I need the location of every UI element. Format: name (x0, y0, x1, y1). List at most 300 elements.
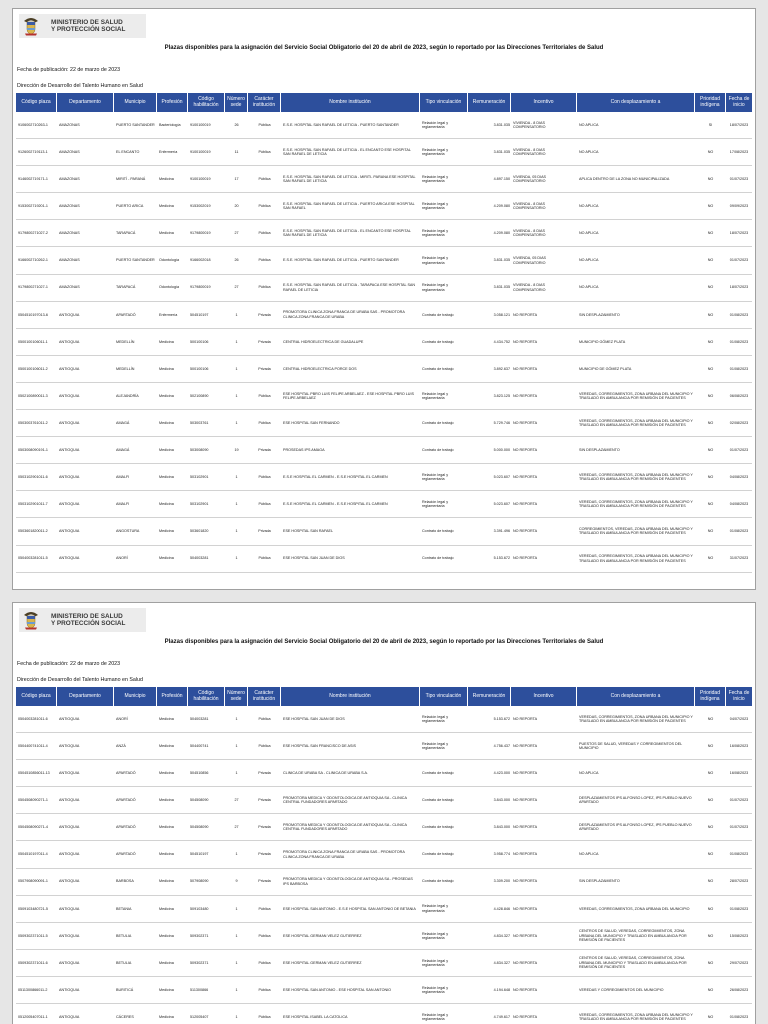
cell-codigo-plaza: 0504508090271-1 (18, 798, 48, 803)
cell-municipio: MIRITÍ - PARANÁ (116, 177, 146, 182)
cell-departamento: ANTIOQUIA (59, 798, 80, 803)
header-tipo-vinculacion: Tipo vinculación (420, 687, 468, 706)
cell-caracter-institucion: Pública (258, 960, 271, 965)
publication-date: Fecha de publicación: 22 de marzo de 2023 (17, 67, 121, 73)
cell-caracter-institucion: Pública (258, 122, 271, 127)
cell-caracter-institucion: Pública (258, 204, 271, 209)
table-row (16, 733, 752, 760)
cell-remuneracion: 5.153.672 (493, 716, 510, 721)
table-body (16, 706, 752, 1024)
logo-line-1: MINISTERIO DE SALUD (51, 613, 123, 620)
cell-desplazamiento: VEREDAS, CORREGIMIENTOS, ZONA URBANA DEL MUNICIPIO Y TRASLADO EN AMBULANCIA POR REMISIÓN DE PACIENTES (579, 500, 693, 509)
cell-codigo-habilitacion: 512005407 (190, 1014, 209, 1019)
cell-profesion: Medicina (159, 933, 174, 938)
document-page-1 (12, 8, 756, 590)
cell-municipio: BARBOSA (116, 879, 134, 884)
cell-remuneracion: 3.309.200 (493, 879, 510, 884)
cell-desplazamiento: SIN DESPLAZAMIENTO (579, 312, 620, 317)
cell-tipo-vinculacion: Relación legal y reglamentaria (422, 741, 449, 751)
header-codigo-habilitacion: Código habilitación (188, 93, 225, 112)
cell-codigo-plaza: 0504400741011-4 (18, 743, 48, 748)
cell-incentivo: NO REPORTA (513, 852, 538, 857)
cell-tipo-vinculacion: Relación legal y reglamentaria (422, 256, 449, 265)
cell-remuneracion: 4.749.617 (493, 1014, 510, 1019)
cell-remuneracion: 3.843.000 (493, 798, 510, 803)
logo-line-1: MINISTERIO DE SALUD (51, 19, 123, 26)
cell-codigo-plaza: 0500100106011-2 (18, 366, 48, 371)
cell-municipio: BETULIA (116, 933, 132, 938)
cell-remuneracion: 4.423.000 (493, 771, 510, 776)
cell-fecha-inicio: 01/08/2023 (729, 852, 749, 857)
header-municipio: Municipio (114, 687, 157, 706)
cell-municipio: APARTADÓ (116, 825, 136, 830)
header-desplazamiento: Con desplazamiento a (577, 687, 695, 706)
table-row (16, 464, 752, 491)
cell-profesion: Medicina (159, 231, 174, 236)
cell-fecha-inicio: 01/08/2023 (729, 339, 749, 344)
cell-codigo-habilitacion: 504003281 (190, 556, 209, 561)
cell-prioridad-indigena: SI (708, 122, 713, 127)
cell-codigo-plaza: 0503003761011-2 (18, 420, 48, 425)
header-nombre-institucion: Nombre institución (281, 687, 420, 706)
cell-incentivo: NO REPORTA (513, 312, 538, 317)
cell-codigo-plaza: 0504510856011-13 (18, 771, 50, 776)
cell-desplazamiento: SIN DESPLAZAMIENTO (579, 879, 620, 884)
cell-prioridad-indigena: NO (707, 825, 714, 830)
cell-nombre-institucion: PROMOTORA CLINICA ZONA FRANCA DE URABA SAS - PROMOTORA CLINICA ZONA FRANCA DE URABA (283, 310, 405, 319)
table-row (16, 356, 752, 383)
cell-nombre-institucion: PROMOTORA MEDICA Y ODONTOLOGICA DE ANTIOQUIA SA - CLINICA CENTRAL FUNDADORES APARTADO (283, 823, 407, 832)
cell-tipo-vinculacion: Contrato de trabajo (422, 312, 454, 317)
cell-prioridad-indigena: NO (707, 798, 714, 803)
cell-numero-sede: 27 (234, 825, 239, 830)
cell-numero-sede: 1 (235, 529, 238, 534)
cell-caracter-institucion: Privada (258, 825, 271, 830)
cell-fecha-inicio: 15/08/2023 (729, 933, 749, 938)
cell-prioridad-indigena: NO (707, 393, 714, 398)
cell-codigo-plaza: 9179800271027-1 (18, 285, 48, 290)
header-caracter-institucion: Carácter institución (248, 687, 281, 706)
header-codigo-habilitacion: Código habilitación (188, 687, 225, 706)
header-remuneracion: Remuneración (468, 93, 511, 112)
cell-prioridad-indigena: NO (707, 177, 714, 182)
cell-desplazamiento: VEREDAS, CORREGIMIENTOS, ZONA URBANA DEL MUNICIPIO Y TRASLADO EN AMBULANCIA POR REMISIÓN DE PACIENTES (579, 1012, 693, 1022)
table-row (16, 139, 752, 166)
cell-fecha-inicio: 28/07/2023 (729, 879, 749, 884)
cell-fecha-inicio: 18/07/2023 (729, 285, 749, 290)
cell-tipo-vinculacion: Relación legal y reglamentaria (422, 500, 449, 509)
cell-fecha-inicio: 02/08/2023 (729, 420, 749, 425)
cell-incentivo: NO REPORTA (513, 771, 538, 776)
cell-departamento: ANTIOQUIA (59, 933, 80, 938)
cell-nombre-institucion: E.S.E. HOSPITAL SAN RAFAEL DE LETICIA - PUERTO SANTANDER (283, 122, 399, 127)
cell-departamento: AMAZONAS (59, 204, 80, 209)
cell-departamento: ANTIOQUIA (59, 556, 80, 561)
cell-numero-sede: 26 (234, 258, 239, 263)
cell-numero-sede: 20 (234, 204, 239, 209)
cell-numero-sede: 1 (235, 366, 238, 371)
cell-nombre-institucion: CLINICA DE URABA SA - CLINICA DE URABA S.A. (283, 771, 369, 776)
cell-incentivo: NO REPORTA (513, 556, 538, 561)
cell-municipio: TARAPACÁ (116, 231, 136, 236)
cell-tipo-vinculacion: Relación legal y reglamentaria (422, 958, 449, 967)
cell-remuneracion: 3.831.035 (493, 122, 510, 127)
cell-municipio: APARTADÓ (116, 771, 136, 776)
table-row (16, 1004, 752, 1024)
cell-municipio: ANORÍ (116, 716, 128, 721)
cell-profesion: Bacteriología (159, 122, 181, 127)
cell-remuneracion: 4.194.648 (493, 987, 510, 992)
coat-of-arms-icon (23, 610, 39, 630)
table-row (16, 302, 752, 329)
cell-caracter-institucion: Pública (258, 177, 271, 182)
cell-numero-sede: 27 (234, 798, 239, 803)
cell-codigo-habilitacion: 9166002018 (190, 258, 211, 263)
cell-remuneracion: 5.023.607 (493, 475, 510, 480)
cell-departamento: ANTIOQUIA (59, 339, 80, 344)
cell-nombre-institucion: E.S.E. HOSPITAL SAN RAFAEL DE LETICIA - EL ENCANTO ESE HOSPITAL SAN RAFAEL DE LETICIA (283, 147, 411, 157)
cell-tipo-vinculacion: Relación legal y reglamentaria (422, 472, 449, 482)
cell-numero-sede: 1 (235, 960, 238, 965)
cell-codigo-plaza: 0503601820011-2 (18, 529, 48, 534)
ministry-logo (19, 14, 146, 38)
cell-codigo-plaza: 0500100106011-1 (18, 339, 48, 344)
header-codigo-plaza: Código plaza (16, 687, 57, 706)
cell-remuneracion: 4.434.752 (493, 339, 510, 344)
header-caracter-institucion: Carácter institución (248, 93, 281, 112)
cell-remuneracion: 3.391.496 (493, 529, 510, 534)
cell-fecha-inicio: 01/08/2023 (729, 1014, 749, 1019)
cell-desplazamiento: DESPLAZAMIENTOS IPS ALFONSO LOPEZ, IPS PUEBLO NUEVO APARTADO (579, 823, 692, 832)
cell-numero-sede: 1 (235, 420, 238, 425)
cell-profesion: Medicina (159, 879, 174, 884)
cell-desplazamiento: NO APLICA (579, 122, 599, 127)
table-row (16, 760, 752, 787)
cell-desplazamiento: NO APLICA (579, 285, 599, 290)
cell-municipio: APARTADÓ (116, 852, 136, 857)
cell-nombre-institucion: ESE HOSPITAL SAN FERNANDO (283, 420, 340, 425)
cell-remuneracion: 5.729.746 (493, 420, 510, 425)
cell-tipo-vinculacion: Contrato de trabajo (422, 420, 454, 425)
cell-profesion: Medicina (159, 771, 174, 776)
cell-prioridad-indigena: NO (707, 852, 714, 857)
cell-tipo-vinculacion: Contrato de trabajo (422, 448, 454, 453)
cell-prioridad-indigena: NO (707, 149, 714, 154)
cell-codigo-habilitacion: 503003761 (190, 420, 209, 425)
cell-fecha-inicio: 01/07/2023 (729, 798, 749, 803)
cell-remuneracion: 4.428.846 (493, 906, 510, 911)
cell-fecha-inicio: 26/08/2023 (729, 987, 749, 992)
cell-nombre-institucion: ESE HOSPITAL SAN JUAN DE DIOS (283, 716, 345, 721)
cell-tipo-vinculacion: Relación legal y reglamentaria (422, 714, 449, 724)
cell-desplazamiento: CENTROS DE SALUD, VEREDAS, CORREGIMIENTOS, ZONA URBANA DEL MUNICIPIO Y TRASLADO EN AMBULANCIA POR REMISIÓN DE PACIENTES (579, 929, 687, 942)
header-departamento: Departamento (57, 93, 114, 112)
cell-tipo-vinculacion: Contrato de trabajo (422, 825, 454, 830)
cell-codigo-habilitacion: 507908090 (190, 879, 209, 884)
cell-profesion: Medicina (159, 529, 174, 534)
cell-fecha-inicio: 16/08/2023 (729, 743, 749, 748)
table-row (16, 491, 752, 518)
cell-tipo-vinculacion: Contrato de trabajo (422, 798, 454, 803)
cell-incentivo: VIVIENDA, 05 DIAS COMPENSATORIO (513, 256, 546, 265)
cell-tipo-vinculacion: Relación legal y reglamentaria (422, 202, 449, 211)
cell-codigo-plaza: 0509103480721-5 (18, 906, 48, 911)
cell-incentivo: NO REPORTA (513, 716, 538, 721)
cell-prioridad-indigena: NO (707, 231, 714, 236)
header-codigo-plaza: Código plaza (16, 93, 57, 112)
cell-nombre-institucion: PROMOTORA CLINICA ZONA FRANCA DE URABA SAS - PROMOTORA CLINICA ZONA FRANCA DE URABA (283, 850, 405, 859)
cell-codigo-habilitacion: 9100100019 (190, 122, 211, 127)
cell-profesion: Medicina (159, 825, 174, 830)
cell-caracter-institucion: Pública (258, 906, 271, 911)
cell-fecha-inicio: 04/07/2023 (729, 716, 749, 721)
cell-prioridad-indigena: NO (707, 960, 714, 965)
cell-nombre-institucion: ESE HOSPITAL SAN RAFAEL (283, 529, 334, 534)
header-prioridad-indigena: Prioridad indígena (695, 687, 726, 706)
table-row (16, 896, 752, 923)
cell-numero-sede: 27 (234, 285, 239, 290)
cell-codigo-plaza: 0504508090271-4 (18, 825, 48, 830)
cell-remuneracion: 4.209.080 (493, 231, 510, 236)
header-nombre-institucion: Nombre institución (281, 93, 420, 112)
cell-tipo-vinculacion: Relación legal y reglamentaria (422, 391, 449, 400)
logo-line-2: Y PROTECCIÓN SOCIAL (51, 26, 126, 33)
cell-remuneracion: 3.831.035 (493, 285, 510, 290)
cell-codigo-habilitacion: 503102901 (190, 475, 209, 480)
cell-profesion: Medicina (159, 556, 174, 561)
cell-caracter-institucion: Pública (258, 1014, 271, 1019)
cell-caracter-institucion: Pública (258, 393, 271, 398)
table-header (16, 93, 752, 112)
cell-municipio: AMALFI (116, 475, 130, 480)
ministry-logo (19, 608, 146, 632)
cell-departamento: ANTIOQUIA (59, 825, 80, 830)
cell-prioridad-indigena: NO (707, 258, 714, 263)
cell-departamento: ANTIOQUIA (59, 420, 80, 425)
cell-tipo-vinculacion: Relación legal y reglamentaria (422, 985, 449, 994)
cell-codigo-habilitacion: 502100890 (190, 393, 209, 398)
cell-fecha-inicio: 01/07/2023 (729, 825, 749, 830)
cell-codigo-plaza: 0509302371011-5 (18, 933, 48, 938)
cell-nombre-institucion: ESE HOSPITAL SAN ANTONIO - E.S.E HOSPITAL SAN ANTONIO DE BETANIA (283, 906, 416, 911)
cell-caracter-institucion: Pública (258, 933, 271, 938)
cell-nombre-institucion: E.S.E HOSPITAL EL CARMEN - E.S.E HOSPITAL EL CARMEN (283, 475, 388, 480)
cell-codigo-habilitacion: 504510856 (190, 771, 209, 776)
cell-nombre-institucion: CENTRAL HIDROELECTRICA PORCE DOS (283, 366, 357, 371)
cell-incentivo: NO REPORTA (513, 1014, 538, 1019)
table-row (16, 329, 752, 356)
cell-incentivo: VIVIENDA - 8 DIAS COMPENSATORIO (513, 202, 546, 211)
cell-municipio: BURITICÁ (116, 987, 134, 992)
cell-numero-sede: 1 (235, 502, 238, 507)
cell-departamento: ANTIOQUIA (59, 312, 80, 317)
cell-fecha-inicio: 04/08/2023 (729, 475, 749, 480)
cell-profesion: Enfermería (159, 149, 178, 154)
cell-nombre-institucion: E.S.E. HOSPITAL SAN RAFAEL DE LETICIA - TARAPACA ESE HOSPITAL SAN RAFAEL DE LETICIA (283, 283, 416, 292)
header-remuneracion: Remuneración (468, 687, 511, 706)
cell-profesion: Medicina (159, 798, 174, 803)
cell-prioridad-indigena: NO (707, 987, 714, 992)
cell-prioridad-indigena: NO (707, 475, 714, 480)
cell-codigo-habilitacion: 503601820 (190, 529, 209, 534)
cell-codigo-habilitacion: 9100100019 (190, 177, 211, 182)
cell-remuneracion: 5.153.672 (493, 556, 510, 561)
cell-codigo-plaza: 0512005407011-1 (18, 1014, 48, 1019)
cell-numero-sede: 1 (235, 987, 238, 992)
table-row (16, 383, 752, 410)
cell-municipio: BETULIA (116, 960, 132, 965)
cell-codigo-habilitacion: 9153002019 (190, 204, 211, 209)
cell-caracter-institucion: Pública (258, 420, 271, 425)
cell-fecha-inicio: 16/08/2023 (729, 771, 749, 776)
cell-codigo-plaza: 9166002710262-1 (18, 258, 48, 263)
header-incentivo: Incentivo (511, 687, 577, 706)
cell-remuneracion: 4.834.327 (493, 933, 510, 938)
cell-incentivo: NO REPORTA (513, 825, 538, 830)
cell-remuneracion: 3.823.125 (493, 393, 510, 398)
cell-tipo-vinculacion: Relación legal y reglamentaria (422, 147, 449, 157)
cell-desplazamiento: NO APLICA (579, 149, 599, 154)
cell-incentivo: NO REPORTA (513, 879, 538, 884)
cell-incentivo: VIVIENDA, 05 DIAS COMPENSATORIO (513, 174, 546, 184)
cell-profesion: Enfermería (159, 312, 178, 317)
cell-desplazamiento: APLICA DENTRO DE LA ZONA NO MUNICIPALIZADA (579, 177, 670, 182)
cell-incentivo: NO REPORTA (513, 366, 538, 371)
cell-departamento: ANTIOQUIA (59, 475, 80, 480)
cell-prioridad-indigena: NO (707, 285, 714, 290)
cell-numero-sede: 1 (235, 933, 238, 938)
cell-departamento: ANTIOQUIA (59, 366, 80, 371)
table-row (16, 950, 752, 977)
cell-prioridad-indigena: NO (707, 366, 714, 371)
cell-caracter-institucion: Privada (258, 771, 271, 776)
cell-municipio: ANZÁ (116, 743, 126, 748)
cell-municipio: TARAPACÁ (116, 285, 136, 290)
cell-caracter-institucion: Pública (258, 149, 271, 154)
publication-date: Fecha de publicación: 22 de marzo de 2023 (17, 661, 121, 667)
cell-caracter-institucion: Pública (258, 556, 271, 561)
cell-departamento: ANTIOQUIA (59, 879, 80, 884)
table-row (16, 193, 752, 220)
cell-nombre-institucion: CENTRAL HIDROELECTRICA DE GUADALUPE (283, 339, 364, 344)
cell-profesion: Medicina (159, 448, 174, 453)
cell-codigo-habilitacion: 504003281 (190, 716, 209, 721)
cell-codigo-plaza: 0504003281011-5 (18, 556, 48, 561)
cell-tipo-vinculacion: Relación legal y reglamentaria (422, 931, 449, 940)
cell-prioridad-indigena: NO (707, 716, 714, 721)
cell-remuneracion: 3.843.000 (493, 825, 510, 830)
cell-departamento: AMAZONAS (59, 122, 80, 127)
cell-prioridad-indigena: NO (707, 906, 714, 911)
cell-desplazamiento: VEREDAS, CORREGIMIENTOS, ZONA URBANA DEL MUNICIPIO (579, 906, 690, 911)
cell-municipio: APARTADÓ (116, 312, 136, 317)
cell-remuneracion: 4.209.080 (493, 204, 510, 209)
cell-profesion: Medicina (159, 716, 174, 721)
cell-desplazamiento: VEREDAS, CORREGIMIENTOS, ZONA URBANA DEL MUNICIPIO Y TRASLADO EN AMBULANCIA POR REMISIÓN DE PACIENTES (579, 714, 693, 724)
cell-codigo-habilitacion: 504510197 (190, 312, 209, 317)
table-row (16, 869, 752, 896)
cell-caracter-institucion: Privada (258, 852, 271, 857)
cell-departamento: ANTIOQUIA (59, 448, 80, 453)
cell-fecha-inicio: 06/08/2023 (729, 393, 749, 398)
cell-prioridad-indigena: NO (707, 529, 714, 534)
cell-codigo-habilitacion: 503008090 (190, 448, 209, 453)
cell-codigo-plaza: 0507908090091-1 (18, 879, 48, 884)
cell-codigo-plaza: 0503102901011-7 (18, 502, 48, 507)
cell-fecha-inicio: 01/07/2023 (729, 177, 749, 182)
cell-profesion: Medicina (159, 502, 174, 507)
cell-municipio: AMAGÁ (116, 420, 130, 425)
cell-desplazamiento: NO APLICA (579, 231, 599, 236)
cell-municipio: PUERTO SANTANDER (116, 258, 155, 263)
cell-prioridad-indigena: NO (707, 556, 714, 561)
cell-numero-sede: 26 (234, 122, 239, 127)
cell-codigo-plaza: 9179800271027-2 (18, 231, 48, 236)
cell-prioridad-indigena: NO (707, 1014, 714, 1019)
table-row (16, 220, 752, 247)
cell-prioridad-indigena: NO (707, 933, 714, 938)
cell-remuneracion: 3.831.035 (493, 149, 510, 154)
cell-municipio: BETANIA (116, 906, 132, 911)
cell-numero-sede: 1 (235, 312, 238, 317)
header-fecha-inicio: Fecha de inicio (728, 95, 750, 108)
table-row (16, 706, 752, 733)
cell-nombre-institucion: ESE HOSPITAL PBRO LUIS FELIPE ARBELAEZ - ESE HOSPITAL PBRO LUIS FELIPE ARBELAEZ (283, 391, 414, 400)
cell-incentivo: VIVIENDA - 8 DIAS COMPENSATORIO (513, 120, 546, 130)
cell-codigo-plaza: 9126002719113-1 (18, 149, 48, 154)
cell-codigo-habilitacion: 500100106 (190, 339, 209, 344)
cell-profesion: Medicina (159, 366, 174, 371)
cell-profesion: Medicina (159, 420, 174, 425)
header-incentivo: Incentivo (511, 93, 577, 112)
cell-numero-sede: 19 (234, 448, 239, 453)
cell-municipio: MEDELLÍN (116, 339, 135, 344)
cell-tipo-vinculacion: Contrato de trabajo (422, 339, 454, 344)
document-page-2 (12, 602, 756, 1024)
cell-profesion: Odontología (159, 258, 180, 263)
table-header (16, 687, 752, 706)
cell-incentivo: NO REPORTA (513, 448, 538, 453)
cell-desplazamiento: PUESTOS DE SALUD, VEREDAS Y CORREGIMIENTOS DEL MUNICIPIO (579, 741, 683, 751)
table-body (16, 112, 752, 573)
cell-fecha-inicio: 01/08/2023 (729, 312, 749, 317)
cell-codigo-habilitacion: 500100106 (190, 366, 209, 371)
cell-codigo-habilitacion: 9179800019 (190, 231, 211, 236)
cell-tipo-vinculacion: Contrato de trabajo (422, 529, 454, 534)
cell-fecha-inicio: 29/07/2023 (729, 960, 749, 965)
cell-codigo-plaza: 9106002710263-1 (18, 122, 48, 127)
cell-incentivo: VIVIENDA - 8 DIAS COMPENSATORIO (513, 283, 546, 292)
cell-remuneracion: 3.831.035 (493, 258, 510, 263)
cell-municipio: APARTADÓ (116, 798, 136, 803)
cell-profesion: Medicina (159, 475, 174, 480)
cell-caracter-institucion: Pública (258, 502, 271, 507)
cell-caracter-institucion: Privada (258, 529, 271, 534)
cell-codigo-plaza: 9153002719201-1 (18, 204, 48, 209)
cell-departamento: ANTIOQUIA (59, 743, 80, 748)
cell-desplazamiento: VEREDAS, CORREGIMIENTOS, ZONA URBANA DEL MUNICIPIO Y TRASLADO EN AMBULANCIA POR REMISIÓN DE PACIENTES (579, 418, 693, 428)
cell-tipo-vinculacion: Relación legal y reglamentaria (422, 120, 449, 130)
cell-desplazamiento: DESPLAZAMIENTOS IPS ALFONSO LOPEZ, IPS PUEBLO NUEVO APARTADO (579, 796, 692, 805)
table-row (16, 814, 752, 841)
cell-municipio: PUERTO ARICA (116, 204, 144, 209)
cell-departamento: ANTIOQUIA (59, 771, 80, 776)
cell-fecha-inicio: 01/07/2023 (729, 258, 749, 263)
cell-nombre-institucion: PROSEDAS IPS AMAGA (283, 448, 325, 453)
cell-desplazamiento: SIN DESPLAZAMIENTO (579, 448, 620, 453)
cell-incentivo: NO REPORTA (513, 798, 538, 803)
cell-remuneracion: 3.958.774 (493, 852, 510, 857)
